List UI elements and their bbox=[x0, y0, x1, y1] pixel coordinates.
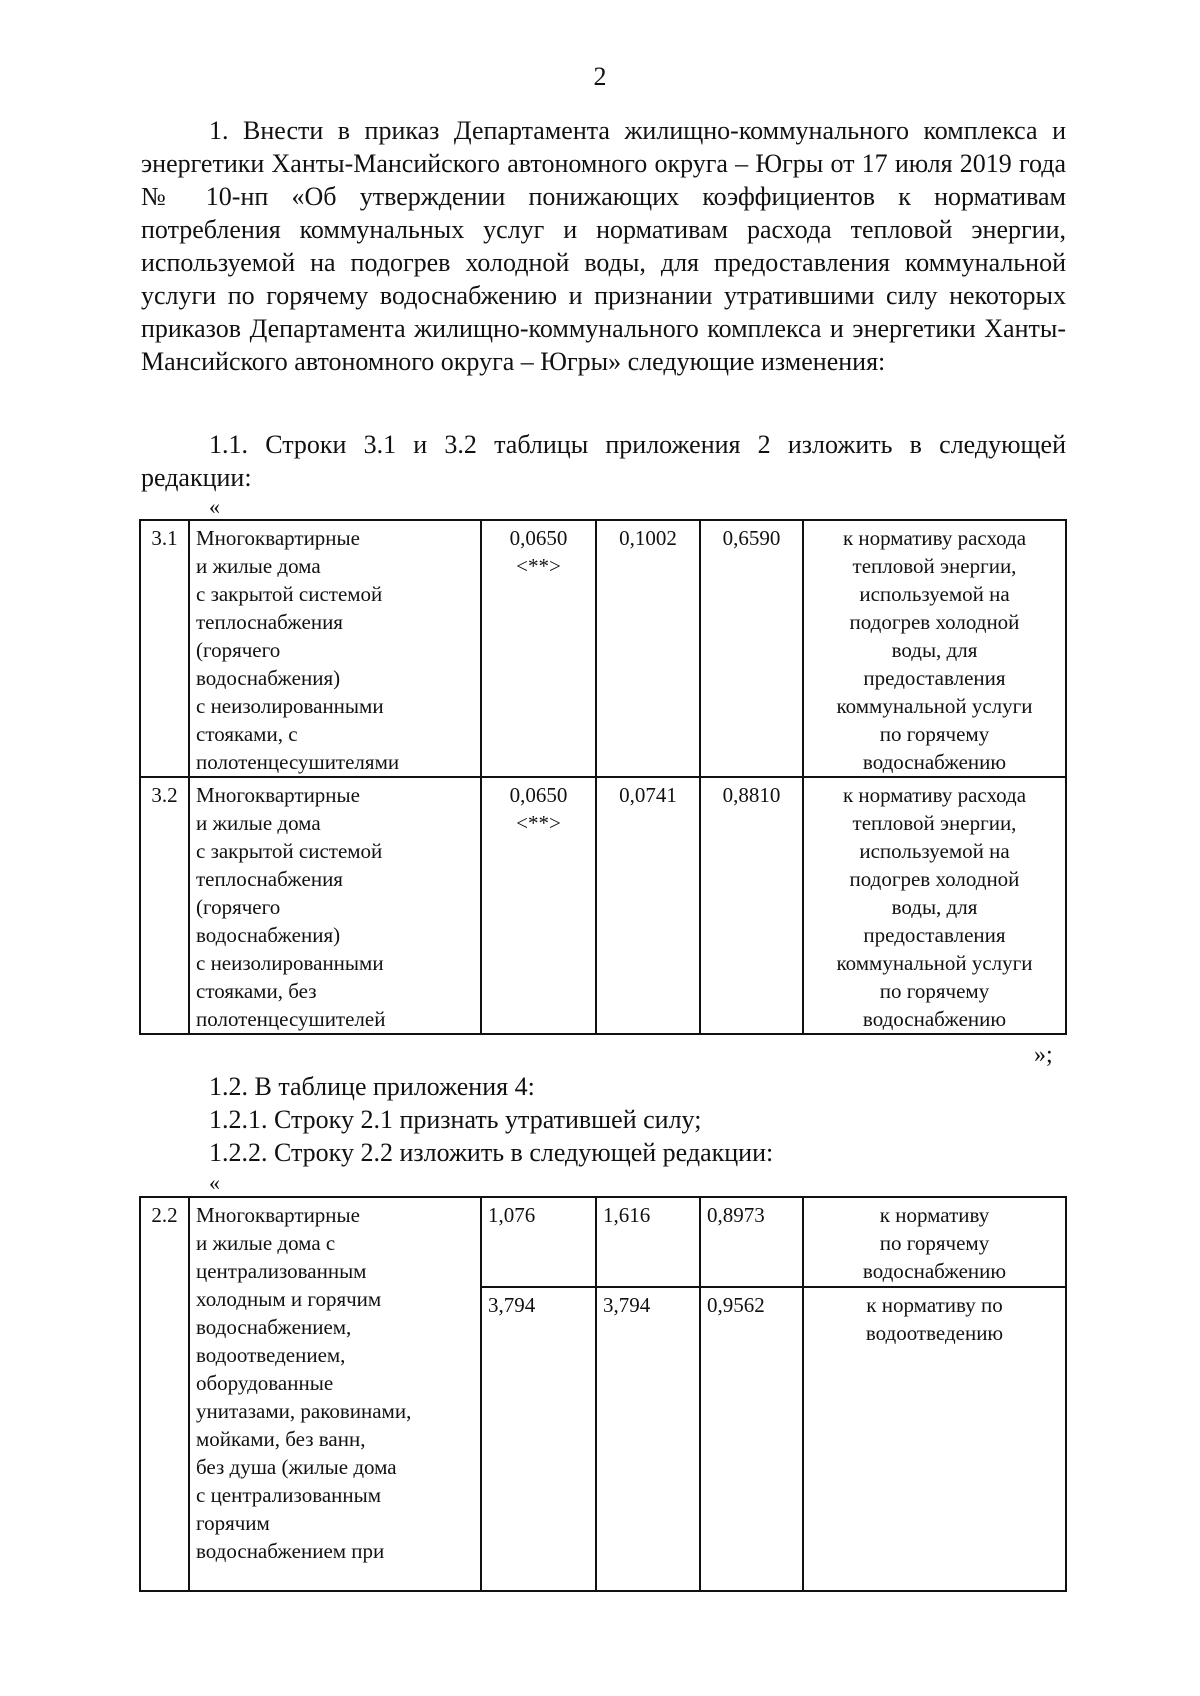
row-number: 2.2 bbox=[140, 1197, 189, 1591]
paragraph-1-2-1: 1.2.1. Строку 2.1 признать утратившей силу; bbox=[209, 1105, 702, 1134]
close-quote: »; bbox=[1034, 1042, 1053, 1068]
row-note: к нормативу по водоотведению bbox=[803, 1287, 1066, 1591]
row-description: Многоквартирные и жилые дома с закрытой системой теплоснабжения (горячего водоснабжения) с неизолированными стояками, без полотенцесушителей bbox=[189, 777, 481, 1034]
coefficient-1: 0,0650 <**> bbox=[481, 777, 596, 1034]
table-row-3-2 bbox=[140, 777, 1066, 1034]
coefficient-3: 0,9562 bbox=[700, 1287, 803, 1591]
coefficient-2: 1,616 bbox=[596, 1197, 700, 1287]
row-note: к нормативу по горячему водоснабжению bbox=[803, 1197, 1066, 1287]
paragraph-1-1: 1.1. Строки 3.1 и 3.2 таблицы приложения 2 изложить в следующей редакции: bbox=[141, 430, 1066, 492]
coefficient-1: 0,0650 <**> bbox=[481, 520, 596, 777]
paragraph-1-2-2: 1.2.2. Строку 2.2 изложить в следующей редакции: bbox=[209, 1138, 774, 1167]
coefficient-1: 1,076 bbox=[481, 1197, 596, 1287]
row-description: Многоквартирные и жилые дома с закрытой системой теплоснабжения (горячего водоснабжения) с неизолированными стояками, с полотенцесушителями bbox=[189, 520, 481, 777]
row-note: к нормативу расхода тепловой энергии, используемой на подогрев холодной воды, для предоставления коммунальной услуги по горячему водоснабжению bbox=[803, 777, 1066, 1034]
paragraph-1-2: 1.2. В таблице приложения 4: bbox=[209, 1072, 535, 1101]
row-description: Многоквартирные и жилые дома с централизованным холодным и горячим водоснабжением, водоотведением, оборудованные унитазами, раковинами, мойками, без ванн, без душа (жилые дома с централизованным горячим водоснабжением при bbox=[189, 1197, 481, 1591]
coefficient-3: 0,8973 bbox=[700, 1197, 803, 1287]
row-note: к нормативу расхода тепловой энергии, используемой на подогрев холодной воды, для предоставления коммунальной услуги по горячему водоснабжению bbox=[803, 520, 1066, 777]
coefficient-3: 0,6590 bbox=[700, 520, 803, 777]
coefficient-2: 0,0741 bbox=[596, 777, 700, 1034]
row-number: 3.1 bbox=[140, 520, 189, 777]
table-appendix-4 bbox=[139, 1196, 1067, 1592]
coefficient-2: 0,1002 bbox=[596, 520, 700, 777]
open-quote-2: « bbox=[209, 1170, 220, 1195]
coefficient-2: 3,794 bbox=[596, 1287, 700, 1591]
coefficient-1: 3,794 bbox=[481, 1287, 596, 1591]
row-number: 3.2 bbox=[140, 777, 189, 1034]
coefficient-3: 0,8810 bbox=[700, 777, 803, 1034]
table-row-2-2-a bbox=[140, 1197, 1066, 1287]
paragraph-1: 1. Внести в приказ Департамента жилищно-коммунального комплекса и энергетики Ханты-Мансийского автономного округа – Югры от 17 июля 2019 года № 10-нп «Об утверждении понижающих коэффициентов к нормативам потребления коммунальных услуг и нормативам расхода тепловой энергии, используемой на подогрев холодной воды, для предоставления коммунальной услуги по горячему водоснабжению и признании утратившими силу некоторых приказов Департамента жилищно-коммунального комплекса и энергетики Ханты-Мансийского автономного округа – Югры» следующие изменения: bbox=[141, 116, 1066, 376]
table-appendix-2 bbox=[139, 519, 1067, 1035]
open-quote-1: « bbox=[209, 494, 220, 519]
table-row-3-1 bbox=[140, 520, 1066, 777]
page-number: 2 bbox=[593, 62, 607, 91]
